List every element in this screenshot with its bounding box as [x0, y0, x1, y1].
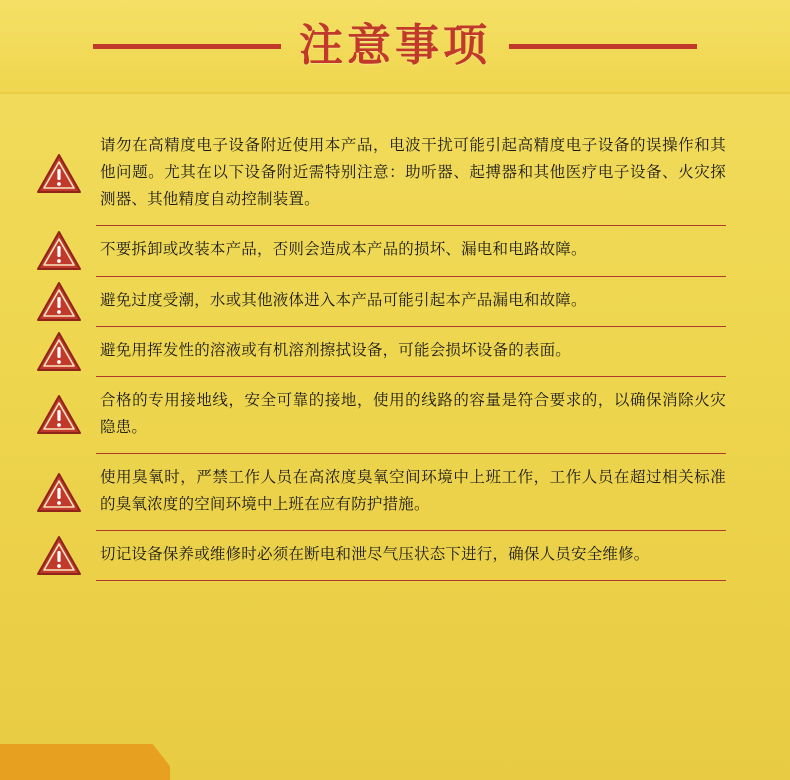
- list-item: [36, 122, 726, 226]
- note-body: [96, 122, 726, 226]
- note-body: [96, 454, 726, 531]
- note-text: 切记设备保养或维修时必须在断电和泄尽气压状态下进行，确保人员安全维修。: [100, 545, 650, 564]
- corner-band-dark: [0, 744, 170, 780]
- page-title: 注意事项: [299, 20, 491, 71]
- note-text: 请勿在高精度电子设备附近使用本产品，电波干扰可能引起高精度电子设备的误操作和其他问题。尤其在以下设备附近需特别注意：助听器、起搏器和其他医疗电子设备、火灾探测器、其他精度自动控制装置。: [100, 136, 726, 209]
- note-body: [96, 377, 726, 454]
- warning-triangle-icon: [36, 535, 82, 577]
- note-text: 不要拆卸或改装本产品，否则会造成本产品的损坏、漏电和电路故障。: [100, 240, 587, 259]
- corner-decoration: [0, 722, 170, 780]
- list-item: [36, 531, 726, 581]
- title-rule-right: [509, 44, 697, 49]
- list-item: [36, 327, 726, 377]
- warning-triangle-icon: [36, 281, 82, 323]
- note-text: 避免用挥发性的溶液或有机溶剂擦拭设备，可能会损坏设备的表面。: [100, 340, 572, 359]
- list-item: [36, 454, 726, 531]
- note-text: 合格的专用接地线，安全可靠的接地，使用的线路的容量是符合要求的，以确保消除火灾隐患。: [100, 390, 726, 436]
- note-text: 避免过度受潮，水或其他液体进入本产品可能引起本产品漏电和故障。: [100, 290, 587, 309]
- note-text: 使用臭氧时，严禁工作人员在高浓度臭氧空间环境中上班工作，工作人员在超过相关标准的臭氧浓度的空间环境中上班在应有防护措施。: [100, 468, 726, 514]
- header-inner: [0, 20, 790, 71]
- note-body: [96, 531, 726, 581]
- note-body: [96, 226, 726, 276]
- warning-triangle-icon: [36, 394, 82, 436]
- page-header: [0, 0, 790, 92]
- note-body: [96, 327, 726, 377]
- notes-list: [0, 94, 790, 581]
- list-item: [36, 377, 726, 454]
- title-rule-left: [93, 44, 281, 49]
- warning-triangle-icon: [36, 331, 82, 373]
- warning-triangle-icon: [36, 230, 82, 272]
- list-item: [36, 226, 726, 276]
- list-item: [36, 277, 726, 327]
- warning-triangle-icon: [36, 153, 82, 195]
- warning-triangle-icon: [36, 472, 82, 514]
- note-body: [96, 277, 726, 327]
- header-divider: [0, 92, 790, 94]
